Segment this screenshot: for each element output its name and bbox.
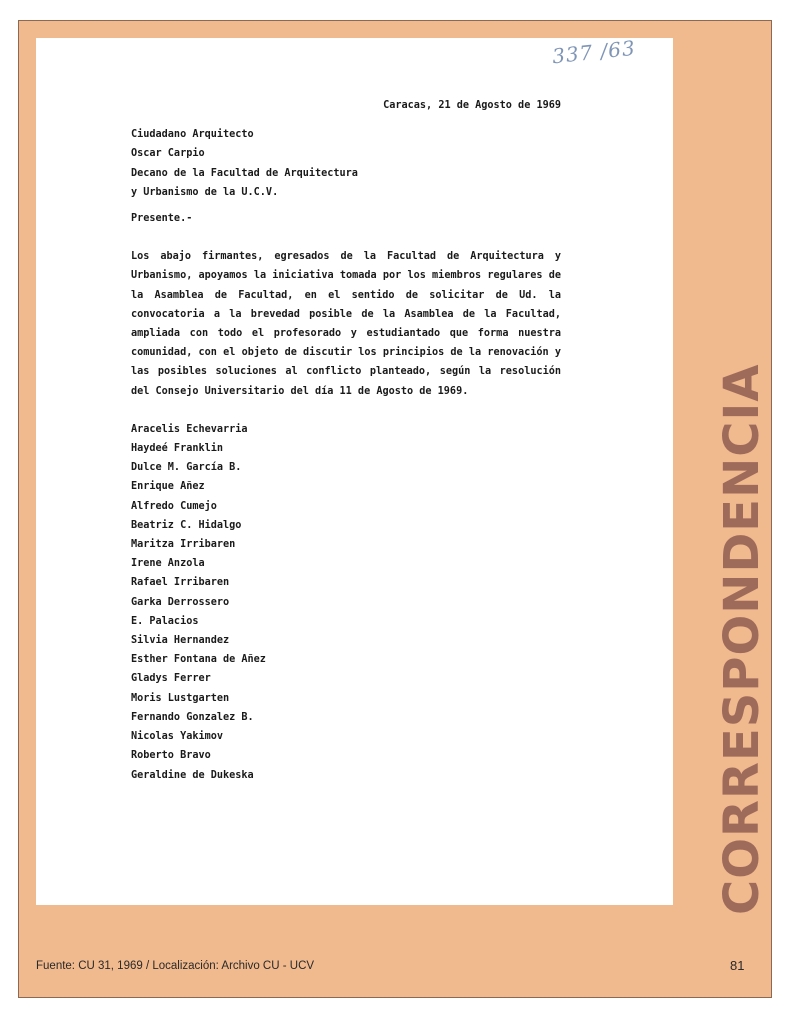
letter-body: Los abajo firmantes, egresados de la Facultad de Arquitectura y Urbanismo, apoyamos la iniciativa tomada por los miembros regulares de la Asamblea de Facultad, en el sentido de solicitar de Ud. la convocatoria a la brevedad posible de la Asamblea de la Facultad, ampliada con todo el profesorado y estudiantado que forma nuestra comunidad, con el objeto de discutir los principios de la renovación y las posibles soluciones al conflicto planteado, según la resolución del Consejo Universitario del día 11 de Agosto de 1969. [131, 251, 561, 397]
footer-source: Fuente: CU 31, 1969 / Localización: Archivo CU - UCV [36, 960, 315, 972]
signatory-name: Alfredo Cumejo [131, 500, 217, 512]
signatory-name: Beatriz C. Hidalgo [131, 519, 242, 531]
signatory-name: Enrique Añez [131, 481, 205, 493]
signatory-list [131, 420, 561, 785]
letter-date: Caracas, 21 de Agosto de 1969 [383, 100, 561, 111]
archive-mark: 337 /63 [550, 35, 637, 69]
signatory-name: Esther Fontana de Añez [131, 654, 266, 666]
salutation: Presente.- [131, 213, 193, 225]
signatory-name: Moris Lustgarten [131, 692, 230, 704]
signatory-name: Geraldine de Dukeska [131, 769, 254, 781]
signatory-name: Roberto Bravo [131, 750, 211, 762]
signatory-name: Garka Derrossero [131, 596, 230, 608]
signatory-name: Silvia Hernandez [131, 635, 230, 647]
signatory-name: Rafael Irribaren [131, 577, 230, 589]
signatory-name: Nicolas Yakimov [131, 731, 224, 743]
page-number: 81 [730, 958, 745, 973]
recipient-block [131, 125, 561, 202]
signatory-name: Maritza Irribaren [131, 539, 236, 551]
letter-content [131, 96, 561, 785]
signatory-name: Haydeé Franklin [131, 443, 224, 455]
signatory-name: Aracelis Echevarria [131, 423, 248, 435]
section-title: CORRESPONDENCIA [714, 363, 770, 915]
recipient-line: Ciudadano Arquitecto [131, 129, 254, 141]
signatory-name: Fernando Gonzalez B. [131, 711, 254, 723]
signatory-name: Gladys Ferrer [131, 673, 211, 685]
signatory-name: E. Palacios [131, 615, 199, 627]
signatory-name: Dulce M. García B. [131, 462, 242, 474]
signatory-name: Irene Anzola [131, 558, 205, 570]
recipient-line: Oscar Carpio [131, 148, 205, 160]
recipient-line: y Urbanismo de la U.C.V. [131, 186, 279, 198]
recipient-line: Decano de la Facultad de Arquitectura [131, 167, 358, 179]
